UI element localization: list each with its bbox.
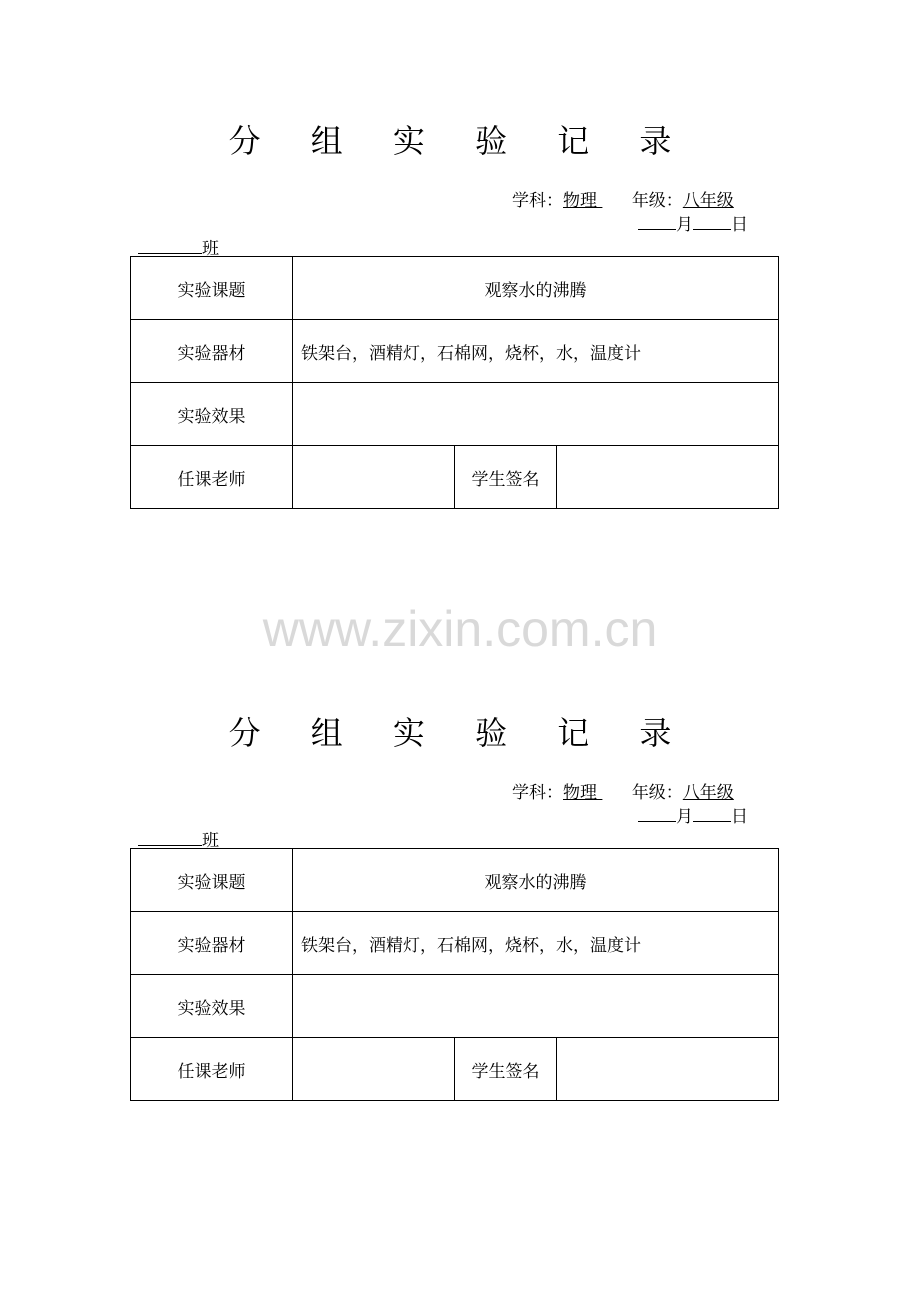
topic-label: 实验课题 — [131, 849, 293, 912]
teacher-value[interactable] — [293, 446, 455, 509]
table-row — [131, 257, 779, 320]
month-label: 月 — [676, 215, 693, 235]
day-blank — [693, 212, 731, 230]
topic-value: 观察水的沸腾 — [293, 849, 779, 912]
equipment-label: 实验器材 — [131, 912, 293, 975]
grade-value: 八年级 — [682, 783, 734, 803]
effect-value[interactable] — [293, 383, 779, 446]
teacher-label: 任课老师 — [131, 1038, 293, 1101]
subject-label: 学科： — [512, 783, 563, 803]
student-sign-label: 学生签名 — [455, 446, 557, 509]
month-label: 月 — [676, 807, 693, 827]
student-sign-value[interactable] — [557, 446, 779, 509]
class-label: 班 — [202, 831, 219, 851]
class-blank — [138, 828, 202, 846]
grade-value: 八年级 — [682, 191, 734, 211]
equipment-value: 铁架台，酒精灯，石棉网，烧杯，水，温度计 — [293, 320, 779, 383]
date-line — [638, 210, 748, 235]
effect-label: 实验效果 — [131, 975, 293, 1038]
subject-grade-line — [512, 186, 734, 211]
table-row — [131, 912, 779, 975]
subject-label: 学科： — [512, 191, 563, 211]
day-blank — [693, 804, 731, 822]
record-form-2 — [0, 592, 920, 1112]
grade-label: 年级： — [631, 191, 683, 211]
equipment-value: 铁架台，酒精灯，石棉网，烧杯，水，温度计 — [293, 912, 779, 975]
page-title: 分 组 实 验 记 录 — [228, 122, 692, 160]
subject-value: 物理 — [563, 191, 603, 211]
watermark: www.zixin.com.cn — [262, 601, 658, 657]
table-row — [131, 446, 779, 509]
equipment-label: 实验器材 — [131, 320, 293, 383]
effect-label: 实验效果 — [131, 383, 293, 446]
teacher-label: 任课老师 — [131, 446, 293, 509]
topic-label: 实验课题 — [131, 257, 293, 320]
effect-value[interactable] — [293, 975, 779, 1038]
page-title: 分 组 实 验 记 录 — [228, 714, 692, 752]
month-blank — [638, 212, 676, 230]
student-sign-label: 学生签名 — [455, 1038, 557, 1101]
grade-label: 年级： — [631, 783, 683, 803]
class-label: 班 — [202, 239, 219, 259]
subject-value: 物理 — [563, 783, 603, 803]
record-form-1 — [0, 0, 920, 520]
table-row — [131, 975, 779, 1038]
record-table — [130, 848, 779, 1101]
teacher-value[interactable] — [293, 1038, 455, 1101]
date-line — [638, 802, 748, 827]
class-blank — [138, 236, 202, 254]
month-blank — [638, 804, 676, 822]
table-row — [131, 320, 779, 383]
subject-grade-line — [512, 778, 734, 803]
table-row — [131, 383, 779, 446]
day-label: 日 — [731, 807, 748, 827]
topic-value: 观察水的沸腾 — [293, 257, 779, 320]
table-row — [131, 1038, 779, 1101]
student-sign-value[interactable] — [557, 1038, 779, 1101]
day-label: 日 — [731, 215, 748, 235]
record-table — [130, 256, 779, 509]
table-row — [131, 849, 779, 912]
